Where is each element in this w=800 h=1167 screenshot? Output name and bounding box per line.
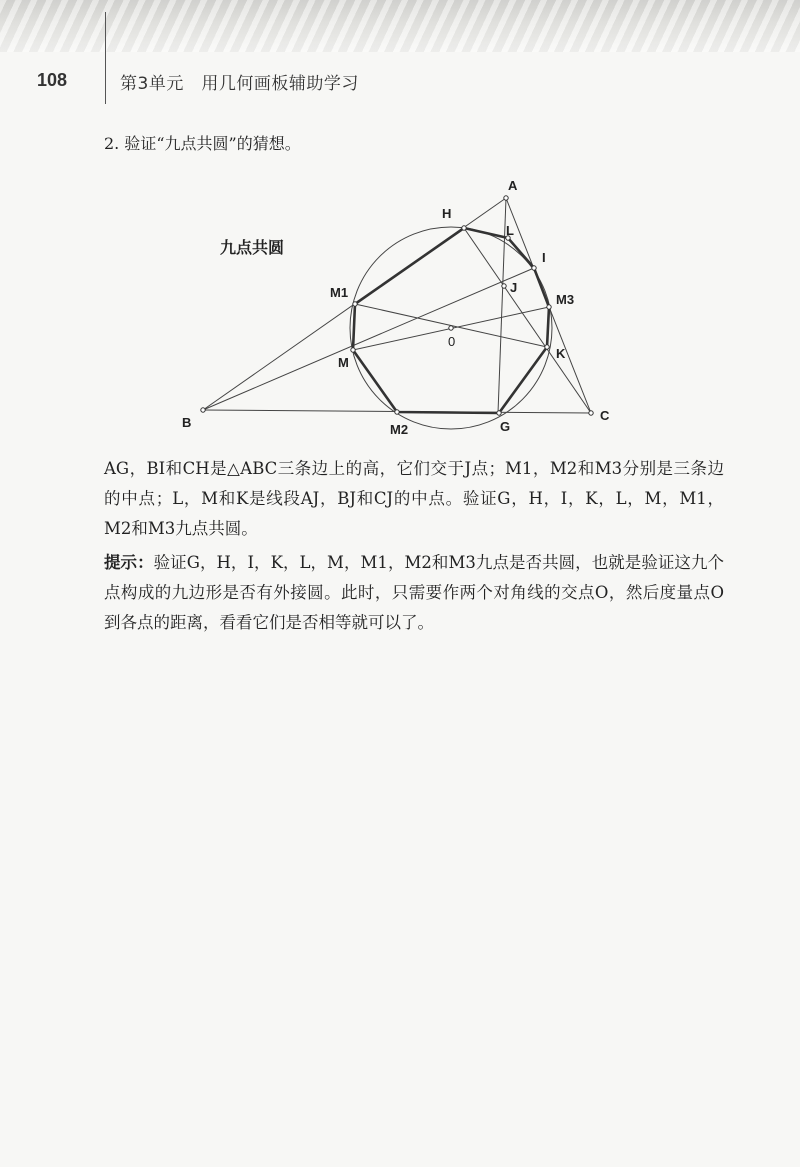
label-o: 0 xyxy=(448,334,456,349)
label-m: M xyxy=(338,355,349,370)
point-o xyxy=(449,326,453,330)
label-m2: M2 xyxy=(390,422,409,437)
point-m3 xyxy=(547,305,551,309)
point-i xyxy=(532,266,536,270)
point-j xyxy=(502,284,506,288)
header-divider xyxy=(105,12,106,104)
point-c xyxy=(589,411,593,415)
point-m2 xyxy=(395,410,399,414)
nonagon xyxy=(353,228,549,413)
hint-paragraph xyxy=(104,548,724,638)
hint-label: 提示： xyxy=(104,553,154,572)
label-h: H xyxy=(442,206,452,221)
point-g xyxy=(497,411,501,415)
label-k: K xyxy=(556,346,566,361)
label-g: G xyxy=(500,419,511,434)
page-number: 108 xyxy=(37,70,68,90)
point-b xyxy=(201,408,205,412)
point-k xyxy=(545,345,549,349)
point-m xyxy=(351,348,355,352)
nine-point-circle-figure xyxy=(170,168,630,440)
label-l: L xyxy=(506,223,514,238)
point-h xyxy=(462,226,466,230)
header-decoration xyxy=(0,0,800,52)
problem-paragraph: AG，BI和CH是△ABC三条边上的高，它们交于J点；M1，M2和M3分别是三条边的中点；L，M和K是线段AJ，BJ和CJ的中点。验证G，H，I，K，L，M，M1，M2和M3九点共圆。 xyxy=(104,459,724,538)
altitude-bi xyxy=(203,268,534,410)
label-a: A xyxy=(508,178,518,193)
figure-title: 九点共圆 xyxy=(220,238,285,257)
question-title: 2. 验证“九点共圆”的猜想。 xyxy=(104,134,301,153)
altitude-ch xyxy=(464,228,591,413)
label-j: J xyxy=(510,280,518,295)
label-m1: M1 xyxy=(330,285,349,300)
point-m1 xyxy=(353,302,357,306)
point-a xyxy=(504,196,508,200)
unit-title: 第3单元 用几何画板辅助学习 xyxy=(120,74,359,94)
label-m3: M3 xyxy=(556,292,575,307)
label-b: B xyxy=(182,415,192,430)
hint-text: 验证G，H，I，K，L，M，M1，M2和M3九点是否共圆，也就是验证这九个点构成的九边形是否有外接圆。此时，只需要作两个对角线的交点O，然后度量点O到各点的距离，看看它们是否相等就可以了。 xyxy=(104,553,725,632)
label-c: C xyxy=(600,408,610,423)
altitude-ag xyxy=(498,198,506,413)
label-i: I xyxy=(542,250,546,265)
